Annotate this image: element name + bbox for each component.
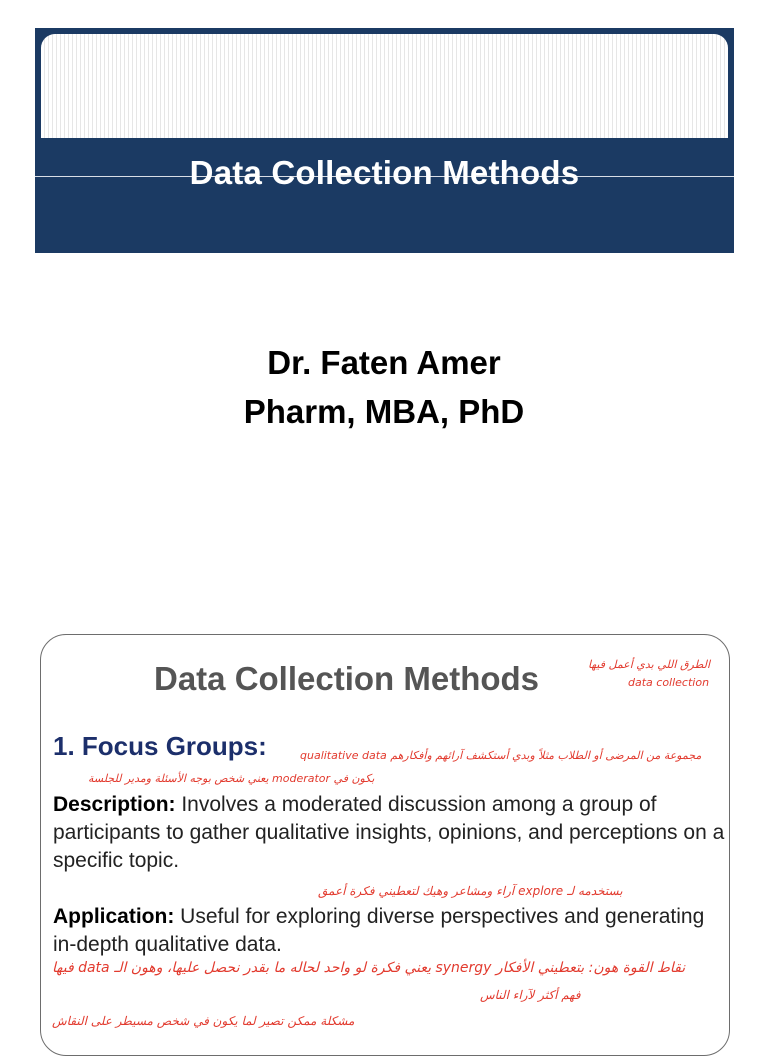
handwritten-note-strength: نقاط القوة هون: بتعطيني الأفكار synergy يعني فكرة لو واحد لحاله ما بقدر نحصل عليها، وهون الـ data فيها bbox=[52, 960, 686, 976]
banner-card bbox=[41, 34, 728, 138]
section-heading: 1. Focus Groups: bbox=[53, 731, 267, 761]
handwritten-note-title-en: data collection bbox=[628, 676, 710, 689]
application-label: Application: bbox=[53, 905, 175, 928]
handwritten-note-title-ar: الطرق اللي بدي أعمل فيها bbox=[588, 658, 710, 671]
author-credentials: Pharm, MBA, PhD bbox=[243, 393, 525, 430]
description-text: Involves a moderated discussion among a group of participants to gather qualitative insights, opinions, and perceptions on a specific topic. bbox=[53, 793, 725, 872]
description-paragraph bbox=[53, 791, 725, 875]
handwritten-note-explore: بستخدمه لـ explore آراء ومشاعر وهيك لتعطيني فكرة أعمق bbox=[318, 884, 623, 898]
author-name: Dr. Faten Amer bbox=[267, 344, 501, 381]
handwritten-note-understanding: فهم أكثر لآراء الناس bbox=[480, 988, 581, 1002]
slide-2-title: Data Collection Methods bbox=[154, 660, 540, 697]
handwritten-note-bottom: مشكلة ممكن تصير لما يكون في شخص مسيطر على النقاش bbox=[52, 1014, 355, 1028]
slide-title: Data Collection Methods bbox=[189, 154, 580, 191]
description-label: Description: bbox=[53, 793, 176, 816]
application-text: Useful for exploring diverse perspectives and generating in-depth qualitative data. bbox=[53, 905, 705, 956]
title-banner bbox=[35, 28, 734, 253]
handwritten-note-moderator: بكون في moderator يعني شخص بوجه الأسئلة ومدير للجلسة bbox=[88, 772, 375, 785]
application-paragraph bbox=[53, 903, 725, 959]
handwritten-note-focus: مجموعة من المرضى أو الطلاب مثلاً وبدي أستكشف آرائهم وأفكارهم qualitative data bbox=[300, 749, 702, 762]
